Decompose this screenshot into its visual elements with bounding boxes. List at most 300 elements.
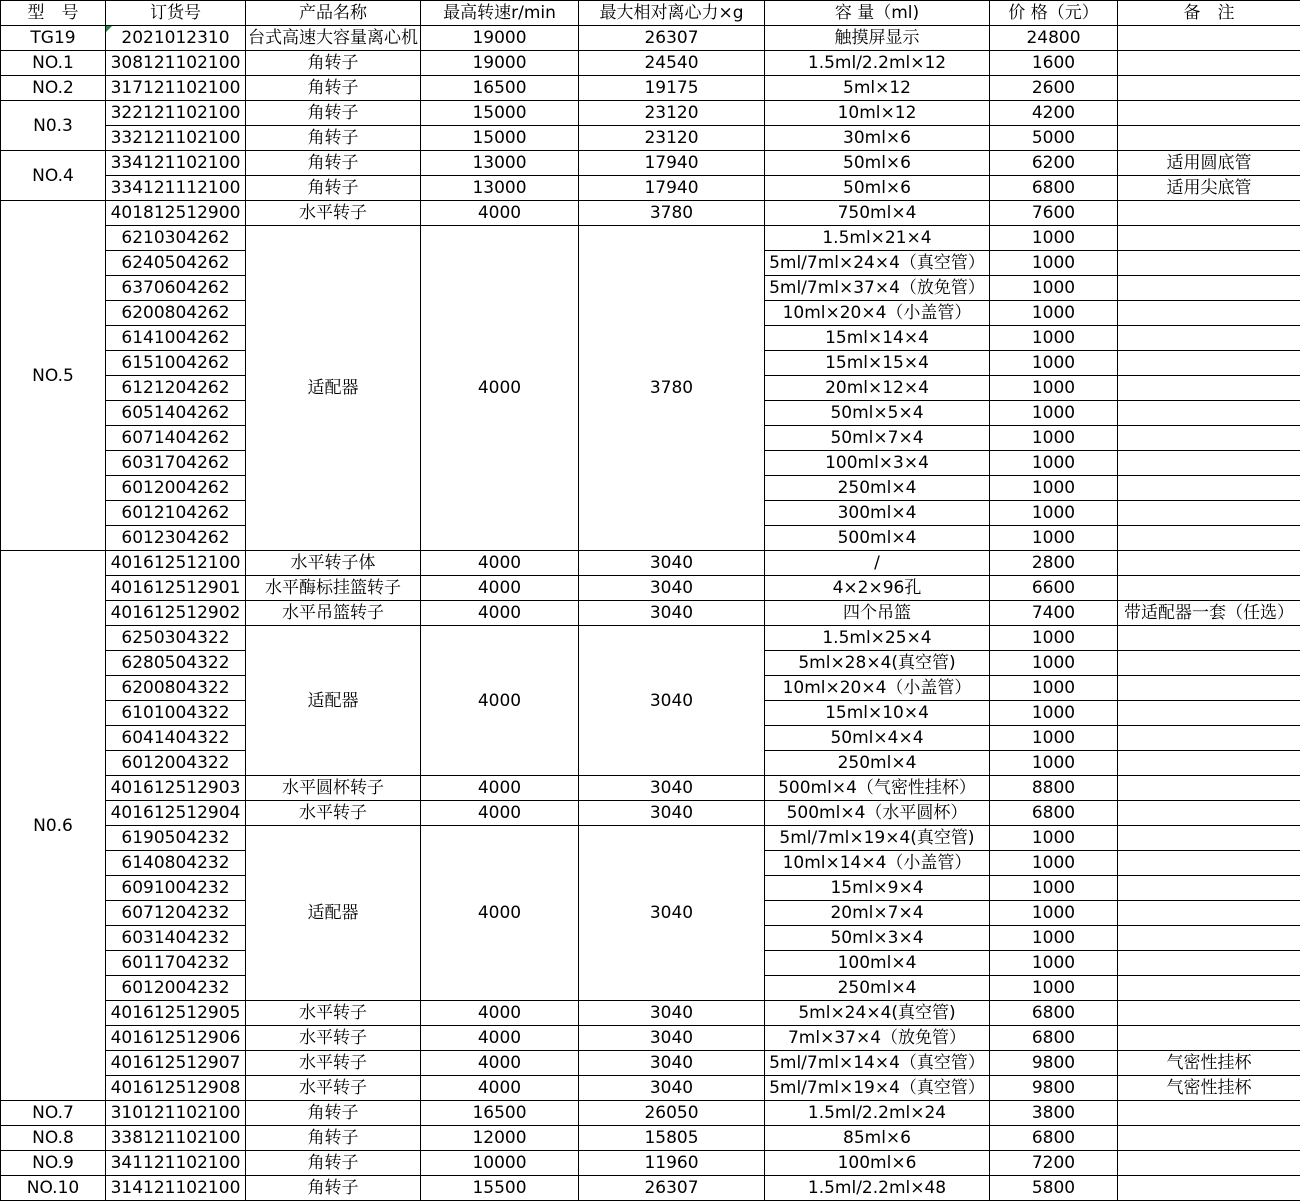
- cell-price[interactable]: 6800: [990, 1026, 1118, 1051]
- cell-price[interactable]: 24800: [990, 26, 1118, 51]
- cell-note[interactable]: [1118, 376, 1300, 401]
- cell-max-speed[interactable]: 4000: [421, 551, 579, 576]
- cell-max-rcf[interactable]: 24540: [579, 51, 765, 76]
- cell-price[interactable]: 6200: [990, 151, 1118, 176]
- cell-note[interactable]: [1118, 1001, 1300, 1026]
- cell-max-rcf[interactable]: 3040: [579, 626, 765, 776]
- cell-order-no[interactable]: 322121102100: [106, 101, 246, 126]
- cell-order-no[interactable]: 401612512902: [106, 601, 246, 626]
- cell-product-name[interactable]: 角转子: [246, 1176, 421, 1201]
- cell-max-speed[interactable]: 4000: [421, 776, 579, 801]
- cell-note[interactable]: [1118, 801, 1300, 826]
- cell-product-name[interactable]: 适配器: [246, 626, 421, 776]
- cell-max-rcf[interactable]: 3040: [579, 551, 765, 576]
- cell-order-no[interactable]: 6101004322: [106, 701, 246, 726]
- cell-note[interactable]: [1118, 476, 1300, 501]
- header-order-no[interactable]: 订货号: [106, 1, 246, 26]
- cell-capacity[interactable]: 500ml×4: [765, 526, 990, 551]
- cell-price[interactable]: 1000: [990, 826, 1118, 851]
- table-row: [1, 126, 1300, 151]
- cell-product-name[interactable]: 角转子: [246, 1126, 421, 1151]
- cell-order-no[interactable]: 6071404262: [106, 426, 246, 451]
- cell-capacity[interactable]: 4×2×96孔: [765, 576, 990, 601]
- cell-max-rcf[interactable]: 26307: [579, 26, 765, 51]
- cell-note[interactable]: [1118, 1101, 1300, 1126]
- cell-order-no[interactable]: 6141004262: [106, 326, 246, 351]
- cell-model[interactable]: NO.10: [1, 1176, 106, 1201]
- cell-capacity[interactable]: 10ml×12: [765, 101, 990, 126]
- cell-order-no[interactable]: 6012104262: [106, 501, 246, 526]
- cell-product-name[interactable]: 角转子: [246, 126, 421, 151]
- cell-price[interactable]: 1000: [990, 376, 1118, 401]
- cell-max-rcf[interactable]: 23120: [579, 101, 765, 126]
- cell-capacity[interactable]: 15ml×9×4: [765, 876, 990, 901]
- cell-capacity[interactable]: 50ml×3×4: [765, 926, 990, 951]
- cell-max-speed[interactable]: 4000: [421, 226, 579, 551]
- table-row: [1, 776, 1300, 801]
- cell-order-no[interactable]: 401612512901: [106, 576, 246, 601]
- table-row: [1, 76, 1300, 101]
- cell-note[interactable]: [1118, 551, 1300, 576]
- cell-capacity[interactable]: 7ml×37×4（放免管）: [765, 1026, 990, 1051]
- cell-note[interactable]: 气密性挂杯: [1118, 1051, 1300, 1076]
- cell-capacity[interactable]: 10ml×20×4（小盖管）: [765, 676, 990, 701]
- cell-note[interactable]: 气密性挂杯: [1118, 1076, 1300, 1101]
- cell-order-no[interactable]: 6210304262: [106, 226, 246, 251]
- cell-max-speed[interactable]: 4000: [421, 1026, 579, 1051]
- cell-note[interactable]: [1118, 426, 1300, 451]
- cell-price[interactable]: 1000: [990, 651, 1118, 676]
- cell-max-rcf[interactable]: 3040: [579, 801, 765, 826]
- header-price[interactable]: 价 格（元）: [990, 1, 1118, 26]
- cell-max-rcf[interactable]: 3040: [579, 1076, 765, 1101]
- cell-capacity[interactable]: 500ml×4（水平圆杯）: [765, 801, 990, 826]
- cell-price[interactable]: 6600: [990, 576, 1118, 601]
- cell-price[interactable]: 1000: [990, 226, 1118, 251]
- header-max-speed[interactable]: 最高转速r/min: [421, 1, 579, 26]
- cell-price[interactable]: 1000: [990, 526, 1118, 551]
- cell-max-rcf[interactable]: 11960: [579, 1151, 765, 1176]
- cell-price[interactable]: 1000: [990, 751, 1118, 776]
- cell-price[interactable]: 2600: [990, 76, 1118, 101]
- cell-order-no[interactable]: 401612512100: [106, 551, 246, 576]
- cell-order-no[interactable]: 6031404232: [106, 926, 246, 951]
- cell-order-no[interactable]: 6012004232: [106, 976, 246, 1001]
- cell-product-name[interactable]: 角转子: [246, 101, 421, 126]
- cell-order-no[interactable]: 308121102100: [106, 51, 246, 76]
- cell-max-rcf[interactable]: 3040: [579, 1001, 765, 1026]
- cell-max-speed[interactable]: 4000: [421, 801, 579, 826]
- cell-note[interactable]: 适用尖底管: [1118, 176, 1300, 201]
- cell-price[interactable]: 1000: [990, 626, 1118, 651]
- cell-price[interactable]: 9800: [990, 1051, 1118, 1076]
- cell-capacity[interactable]: 50ml×6: [765, 176, 990, 201]
- cell-max-rcf[interactable]: 3040: [579, 1051, 765, 1076]
- table-row: [1, 601, 1300, 626]
- cell-price[interactable]: 1000: [990, 301, 1118, 326]
- cell-note[interactable]: [1118, 276, 1300, 301]
- cell-price[interactable]: 1000: [990, 251, 1118, 276]
- cell-max-speed[interactable]: 10000: [421, 1151, 579, 1176]
- cell-order-no[interactable]: 401612512907: [106, 1051, 246, 1076]
- cell-note[interactable]: [1118, 101, 1300, 126]
- cell-capacity[interactable]: 5ml/7ml×19×4（真空管）: [765, 1076, 990, 1101]
- cell-price[interactable]: 7400: [990, 601, 1118, 626]
- cell-max-rcf[interactable]: 17940: [579, 151, 765, 176]
- cell-note[interactable]: [1118, 876, 1300, 901]
- cell-model[interactable]: N0.6: [1, 551, 106, 1101]
- cell-order-no[interactable]: 334121112100: [106, 176, 246, 201]
- cell-note[interactable]: 适用圆底管: [1118, 151, 1300, 176]
- cell-note[interactable]: [1118, 901, 1300, 926]
- cell-note[interactable]: [1118, 1026, 1300, 1051]
- cell-price[interactable]: 6800: [990, 1126, 1118, 1151]
- cell-max-speed[interactable]: 16500: [421, 1101, 579, 1126]
- cell-order-no[interactable]: 6280504322: [106, 651, 246, 676]
- cell-note[interactable]: [1118, 676, 1300, 701]
- cell-order-no[interactable]: 6071204232: [106, 901, 246, 926]
- cell-price[interactable]: 1000: [990, 451, 1118, 476]
- cell-order-no[interactable]: 401612512906: [106, 1026, 246, 1051]
- cell-capacity[interactable]: 50ml×5×4: [765, 401, 990, 426]
- cell-product-name[interactable]: 角转子: [246, 176, 421, 201]
- cell-note[interactable]: [1118, 201, 1300, 226]
- cell-product-name[interactable]: 角转子: [246, 1101, 421, 1126]
- cell-price[interactable]: 5000: [990, 126, 1118, 151]
- cell-note[interactable]: [1118, 851, 1300, 876]
- cell-price[interactable]: 1000: [990, 851, 1118, 876]
- cell-capacity[interactable]: 20ml×7×4: [765, 901, 990, 926]
- cell-note[interactable]: [1118, 51, 1300, 76]
- cell-order-no[interactable]: 6012004322: [106, 751, 246, 776]
- cell-max-rcf[interactable]: 15805: [579, 1126, 765, 1151]
- cell-max-rcf[interactable]: 3780: [579, 226, 765, 551]
- cell-product-name[interactable]: 水平转子: [246, 1051, 421, 1076]
- cell-model[interactable]: TG19: [1, 26, 106, 51]
- cell-max-speed[interactable]: 4000: [421, 1076, 579, 1101]
- cell-product-name[interactable]: 水平吊篮转子: [246, 601, 421, 626]
- cell-capacity[interactable]: 85ml×6: [765, 1126, 990, 1151]
- cell-capacity[interactable]: 1.5ml/2.2ml×12: [765, 51, 990, 76]
- cell-capacity[interactable]: 250ml×4: [765, 751, 990, 776]
- table-row: [1, 1151, 1300, 1176]
- cell-note[interactable]: [1118, 301, 1300, 326]
- cell-note[interactable]: [1118, 751, 1300, 776]
- cell-note[interactable]: [1118, 976, 1300, 1001]
- cell-order-no[interactable]: 6240504262: [106, 251, 246, 276]
- cell-note[interactable]: [1118, 251, 1300, 276]
- cell-capacity[interactable]: 四个吊篮: [765, 601, 990, 626]
- cell-capacity[interactable]: 5ml/7ml×19×4(真空管): [765, 826, 990, 851]
- cell-note[interactable]: [1118, 651, 1300, 676]
- cell-max-rcf[interactable]: 23120: [579, 126, 765, 151]
- cell-order-no[interactable]: 401612512905: [106, 1001, 246, 1026]
- cell-model[interactable]: NO.5: [1, 201, 106, 551]
- cell-price[interactable]: 1000: [990, 326, 1118, 351]
- cell-capacity[interactable]: 5ml/7ml×24×4（真空管）: [765, 251, 990, 276]
- cell-capacity[interactable]: 5ml/7ml×37×4（放免管）: [765, 276, 990, 301]
- cell-order-no[interactable]: 401612512903: [106, 776, 246, 801]
- cell-product-name[interactable]: 水平转子: [246, 801, 421, 826]
- cell-product-name[interactable]: 水平圆杯转子: [246, 776, 421, 801]
- cell-order-no[interactable]: 6250304322: [106, 626, 246, 651]
- cell-order-no[interactable]: 6151004262: [106, 351, 246, 376]
- cell-order-no[interactable]: 6091004232: [106, 876, 246, 901]
- cell-price[interactable]: 1000: [990, 476, 1118, 501]
- cell-price[interactable]: 6800: [990, 176, 1118, 201]
- cell-max-speed[interactable]: 19000: [421, 26, 579, 51]
- cell-note[interactable]: [1118, 451, 1300, 476]
- cell-max-speed[interactable]: 4000: [421, 626, 579, 776]
- cell-order-no[interactable]: 341121102100: [106, 1151, 246, 1176]
- cell-price[interactable]: 1000: [990, 401, 1118, 426]
- cell-order-no[interactable]: 6200804322: [106, 676, 246, 701]
- cell-price[interactable]: 1000: [990, 501, 1118, 526]
- table-row: [1, 176, 1300, 201]
- cell-product-name[interactable]: 角转子: [246, 1151, 421, 1176]
- cell-order-no[interactable]: 6031704262: [106, 451, 246, 476]
- cell-note[interactable]: [1118, 1176, 1300, 1201]
- cell-capacity[interactable]: 1.5ml×21×4: [765, 226, 990, 251]
- cell-note[interactable]: [1118, 76, 1300, 101]
- cell-max-rcf[interactable]: 3040: [579, 576, 765, 601]
- cell-order-no[interactable]: 401612512908: [106, 1076, 246, 1101]
- header-capacity[interactable]: 容 量（ml): [765, 1, 990, 26]
- cell-model[interactable]: NO.4: [1, 151, 106, 201]
- table-row: [1, 551, 1300, 576]
- cell-capacity[interactable]: 1.5ml/2.2ml×48: [765, 1176, 990, 1201]
- cell-capacity[interactable]: 15ml×14×4: [765, 326, 990, 351]
- cell-capacity[interactable]: 250ml×4: [765, 476, 990, 501]
- cell-max-speed[interactable]: 12000: [421, 1126, 579, 1151]
- cell-max-rcf[interactable]: 17940: [579, 176, 765, 201]
- cell-product-name[interactable]: 角转子: [246, 151, 421, 176]
- cell-model[interactable]: N0.3: [1, 101, 106, 151]
- header-model[interactable]: 型 号: [1, 1, 106, 26]
- cell-capacity[interactable]: 50ml×4×4: [765, 726, 990, 751]
- cell-model[interactable]: NO.1: [1, 51, 106, 76]
- cell-product-name[interactable]: 水平酶标挂篮转子: [246, 576, 421, 601]
- cell-capacity[interactable]: 250ml×4: [765, 976, 990, 1001]
- table-row: [1, 1026, 1300, 1051]
- cell-price[interactable]: 1000: [990, 901, 1118, 926]
- cell-price[interactable]: 1000: [990, 676, 1118, 701]
- cell-price[interactable]: 1000: [990, 351, 1118, 376]
- cell-model[interactable]: NO.2: [1, 76, 106, 101]
- cell-note[interactable]: [1118, 526, 1300, 551]
- cell-max-rcf[interactable]: 3040: [579, 1026, 765, 1051]
- cell-capacity[interactable]: 100ml×6: [765, 1151, 990, 1176]
- cell-note[interactable]: [1118, 826, 1300, 851]
- table-row: [1, 51, 1300, 76]
- table-row: [1, 26, 1300, 51]
- cell-price[interactable]: 1000: [990, 701, 1118, 726]
- header-note[interactable]: 备 注: [1118, 1, 1300, 26]
- table-row: [1, 101, 1300, 126]
- cell-capacity[interactable]: 50ml×6: [765, 151, 990, 176]
- cell-price[interactable]: 1600: [990, 51, 1118, 76]
- cell-max-speed[interactable]: 4000: [421, 201, 579, 226]
- cell-max-speed[interactable]: 4000: [421, 1051, 579, 1076]
- cell-price[interactable]: 1000: [990, 976, 1118, 1001]
- cell-product-name[interactable]: 角转子: [246, 76, 421, 101]
- cell-product-name[interactable]: 适配器: [246, 826, 421, 1001]
- cell-max-speed[interactable]: 13000: [421, 176, 579, 201]
- cell-capacity[interactable]: 15ml×10×4: [765, 701, 990, 726]
- cell-capacity[interactable]: 50ml×7×4: [765, 426, 990, 451]
- cell-order-no[interactable]: 6051404262: [106, 401, 246, 426]
- cell-max-speed[interactable]: 13000: [421, 151, 579, 176]
- cell-max-speed[interactable]: 15500: [421, 1176, 579, 1201]
- cell-order-no[interactable]: 6011704232: [106, 951, 246, 976]
- cell-capacity[interactable]: 5ml/7ml×14×4（真空管）: [765, 1051, 990, 1076]
- cell-order-no[interactable]: 334121102100: [106, 151, 246, 176]
- table-body: [1, 26, 1300, 1201]
- cell-product-name[interactable]: 水平转子体: [246, 551, 421, 576]
- table-row: [1, 1126, 1300, 1151]
- cell-capacity[interactable]: 100ml×4: [765, 951, 990, 976]
- cell-note[interactable]: [1118, 501, 1300, 526]
- cell-capacity[interactable]: 1.5ml×25×4: [765, 626, 990, 651]
- table-row: [1, 826, 1300, 851]
- cell-price[interactable]: 2800: [990, 551, 1118, 576]
- cell-capacity[interactable]: 100ml×3×4: [765, 451, 990, 476]
- cell-order-no[interactable]: 6121204262: [106, 376, 246, 401]
- cell-order-no[interactable]: 6370604262: [106, 276, 246, 301]
- cell-model[interactable]: NO.7: [1, 1101, 106, 1126]
- cell-note[interactable]: 带适配器一套（任选）: [1118, 601, 1300, 626]
- cell-capacity[interactable]: 750ml×4: [765, 201, 990, 226]
- cell-price[interactable]: 8800: [990, 776, 1118, 801]
- cell-note[interactable]: [1118, 26, 1300, 51]
- cell-note[interactable]: [1118, 576, 1300, 601]
- cell-order-no[interactable]: 338121102100: [106, 1126, 246, 1151]
- cell-capacity[interactable]: 触摸屏显示: [765, 26, 990, 51]
- cell-capacity[interactable]: 500ml×4（气密性挂杯）: [765, 776, 990, 801]
- cell-price[interactable]: 5800: [990, 1176, 1118, 1201]
- cell-max-rcf[interactable]: 3040: [579, 776, 765, 801]
- cell-note[interactable]: [1118, 226, 1300, 251]
- cell-product-name[interactable]: 适配器: [246, 226, 421, 551]
- cell-max-rcf[interactable]: 26050: [579, 1101, 765, 1126]
- cell-note[interactable]: [1118, 1151, 1300, 1176]
- cell-note[interactable]: [1118, 926, 1300, 951]
- cell-model[interactable]: NO.9: [1, 1151, 106, 1176]
- header-product-name[interactable]: 产品名称: [246, 1, 421, 26]
- cell-note[interactable]: [1118, 776, 1300, 801]
- cell-note[interactable]: [1118, 1126, 1300, 1151]
- cell-price[interactable]: 1000: [990, 426, 1118, 451]
- table-row: [1, 1076, 1300, 1101]
- cell-price[interactable]: 1000: [990, 276, 1118, 301]
- cell-product-name[interactable]: 水平转子: [246, 201, 421, 226]
- cell-price[interactable]: 4200: [990, 101, 1118, 126]
- cell-max-speed[interactable]: 19000: [421, 51, 579, 76]
- header-max-rcf[interactable]: 最大相对离心力×g: [579, 1, 765, 26]
- cell-note[interactable]: [1118, 951, 1300, 976]
- cell-max-rcf[interactable]: 3040: [579, 601, 765, 626]
- cell-note[interactable]: [1118, 701, 1300, 726]
- cell-price[interactable]: 1000: [990, 876, 1118, 901]
- cell-product-name[interactable]: 台式高速大容量离心机: [246, 26, 421, 51]
- cell-price[interactable]: 7600: [990, 201, 1118, 226]
- cell-price[interactable]: 9800: [990, 1076, 1118, 1101]
- cell-note[interactable]: [1118, 126, 1300, 151]
- cell-note[interactable]: [1118, 726, 1300, 751]
- table-row: [1, 226, 1300, 251]
- cell-max-speed[interactable]: 16500: [421, 76, 579, 101]
- cell-capacity[interactable]: 10ml×14×4（小盖管）: [765, 851, 990, 876]
- cell-price[interactable]: 6800: [990, 801, 1118, 826]
- cell-product-name[interactable]: 水平转子: [246, 1001, 421, 1026]
- cell-order-no[interactable]: 401612512904: [106, 801, 246, 826]
- cell-order-no[interactable]: 6012004262: [106, 476, 246, 501]
- cell-max-rcf[interactable]: 3780: [579, 201, 765, 226]
- table-row: [1, 576, 1300, 601]
- cell-max-speed[interactable]: 4000: [421, 826, 579, 1001]
- cell-order-no[interactable]: 314121102100: [106, 1176, 246, 1201]
- header-row: [1, 1, 1300, 26]
- cell-price[interactable]: 1000: [990, 726, 1118, 751]
- cell-order-no[interactable]: 310121102100: [106, 1101, 246, 1126]
- cell-max-rcf[interactable]: 3040: [579, 826, 765, 1001]
- cell-max-speed[interactable]: 4000: [421, 601, 579, 626]
- cell-capacity[interactable]: 5ml×24×4(真空管): [765, 1001, 990, 1026]
- cell-order-no[interactable]: 6041404322: [106, 726, 246, 751]
- table-row: [1, 801, 1300, 826]
- cell-price[interactable]: 7200: [990, 1151, 1118, 1176]
- cell-capacity[interactable]: 15ml×15×4: [765, 351, 990, 376]
- cell-product-name[interactable]: 水平转子: [246, 1026, 421, 1051]
- cell-product-name[interactable]: 角转子: [246, 51, 421, 76]
- cell-note[interactable]: [1118, 351, 1300, 376]
- table-row: [1, 1051, 1300, 1076]
- cell-capacity[interactable]: 30ml×6: [765, 126, 990, 151]
- cell-note[interactable]: [1118, 401, 1300, 426]
- cell-capacity[interactable]: 300ml×4: [765, 501, 990, 526]
- cell-max-speed[interactable]: 4000: [421, 576, 579, 601]
- cell-note[interactable]: [1118, 326, 1300, 351]
- cell-order-no[interactable]: 6190504232: [106, 826, 246, 851]
- cell-order-no[interactable]: 332121102100: [106, 126, 246, 151]
- cell-price[interactable]: 6800: [990, 1001, 1118, 1026]
- cell-capacity[interactable]: 5ml×28×4(真空管): [765, 651, 990, 676]
- cell-capacity[interactable]: 20ml×12×4: [765, 376, 990, 401]
- cell-capacity[interactable]: 5ml×12: [765, 76, 990, 101]
- cell-price[interactable]: 3800: [990, 1101, 1118, 1126]
- cell-max-rcf[interactable]: 26307: [579, 1176, 765, 1201]
- cell-capacity[interactable]: 10ml×20×4（小盖管）: [765, 301, 990, 326]
- cell-order-no[interactable]: 6140804232: [106, 851, 246, 876]
- cell-max-speed[interactable]: 15000: [421, 101, 579, 126]
- cell-max-speed[interactable]: 15000: [421, 126, 579, 151]
- cell-order-no[interactable]: 6012304262: [106, 526, 246, 551]
- cell-max-speed[interactable]: 4000: [421, 1001, 579, 1026]
- cell-max-rcf[interactable]: 19175: [579, 76, 765, 101]
- cell-note[interactable]: [1118, 626, 1300, 651]
- cell-price[interactable]: 1000: [990, 926, 1118, 951]
- cell-capacity[interactable]: /: [765, 551, 990, 576]
- cell-order-no[interactable]: 401812512900: [106, 201, 246, 226]
- cell-order-no[interactable]: 6200804262: [106, 301, 246, 326]
- cell-price[interactable]: 1000: [990, 951, 1118, 976]
- table-row: [1, 1101, 1300, 1126]
- cell-product-name[interactable]: 水平转子: [246, 1076, 421, 1101]
- cell-capacity[interactable]: 1.5ml/2.2ml×24: [765, 1101, 990, 1126]
- cell-order-no[interactable]: 2021012310: [106, 26, 246, 51]
- cell-model[interactable]: NO.8: [1, 1126, 106, 1151]
- cell-order-no[interactable]: 317121102100: [106, 76, 246, 101]
